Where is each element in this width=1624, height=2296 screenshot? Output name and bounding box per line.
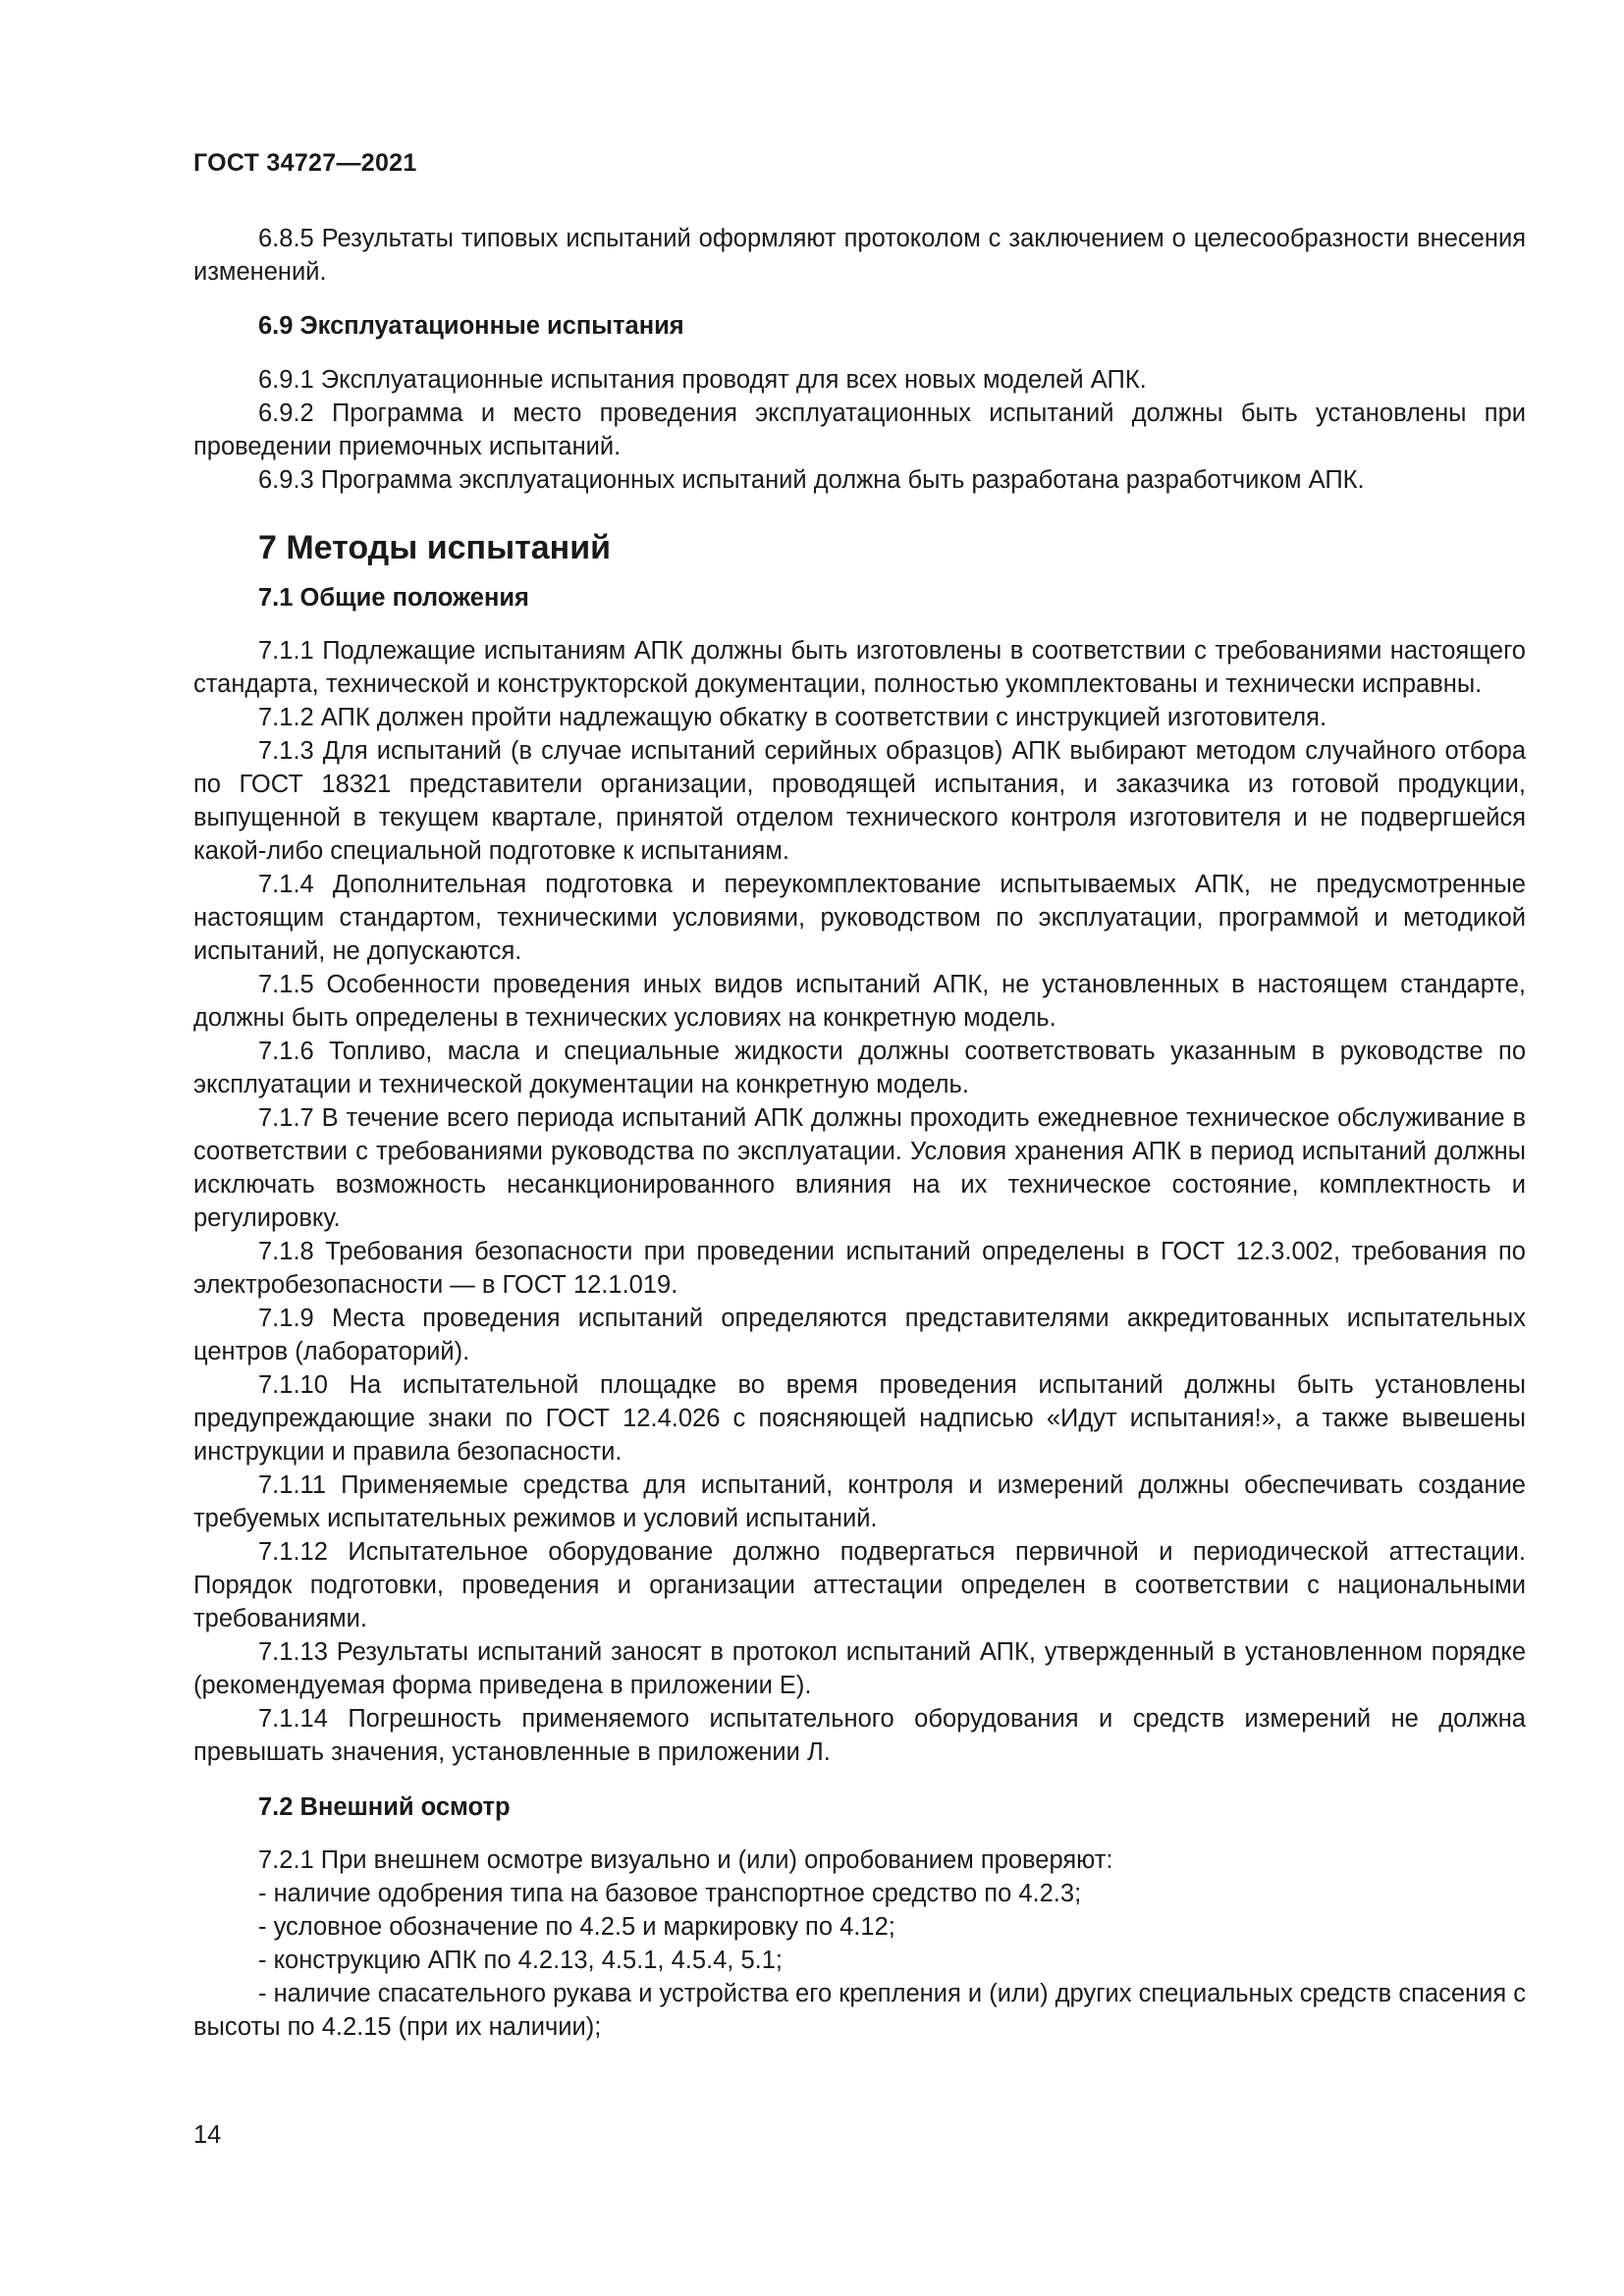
paragraph-7-1-9: 7.1.9 Места проведения испытаний определяются представителями аккредитованных испытательных центров (лабораторий).	[193, 1305, 1526, 1365]
paragraph-7-1-3: 7.1.3 Для испытаний (в случае испытаний серийных образцов) АПК выбирают методом случайного отбора по ГОСТ 18321 представители организации, проводящей испытания, и заказчика из готовой продукции, выпущенной в текущем квартале, принятой отделом технического контроля изготовителя и не подвергшейся какой-либо специальной подготовке к испытаниям.	[193, 737, 1526, 865]
paragraph-7-1-14: 7.1.14 Погрешность применяемого испытательного оборудования и средств измерений не должна превышать значения, установленные в приложении Л.	[193, 1705, 1526, 1766]
heading-6-9: 6.9 Эксплуатационные испытания	[258, 312, 684, 340]
heading-7-2: 7.2 Внешний осмотр	[258, 1793, 511, 1821]
paragraph-6-9-1: 6.9.1 Эксплуатационные испытания проводят для всех новых моделей АПК.	[258, 366, 1147, 394]
list-item: - конструкцию АПК по 4.2.13, 4.5.1, 4.5.4, 5.1;	[258, 1947, 784, 1974]
list-item: - наличие спасательного рукава и устройства его крепления и (или) других специальных средств спасения с высоты по 4.2.15 (при их наличии);	[193, 1980, 1526, 2041]
list-item: - наличие одобрения типа на базовое транспортное средство по 4.2.3;	[258, 1880, 1082, 1907]
paragraph-7-1-6: 7.1.6 Топливо, масла и специальные жидкости должны соответствовать указанным в руководстве по эксплуатации и технической документации на конкретную модель.	[193, 1038, 1526, 1098]
paragraph-6-9-2: 6.9.2 Программа и место проведения эксплуатационных испытаний должны быть установлены при проведении приемочных испытаний.	[193, 400, 1526, 460]
paragraph-6-8-5: 6.8.5 Результаты типовых испытаний оформляют протоколом с заключением о целесообразности внесения изменений.	[193, 225, 1526, 286]
heading-7-1: 7.1 Общие положения	[258, 584, 529, 612]
paragraph-7-1-1: 7.1.1 Подлежащие испытаниям АПК должны быть изготовлены в соответствии с требованиями настоящего стандарта, технической и конструкторской документации, полностью укомплектованы и технически исправны.	[193, 637, 1526, 698]
doc-body	[193, 222, 1526, 2044]
paragraph-7-1-8: 7.1.8 Требования безопасности при проведении испытаний определены в ГОСТ 12.3.002, требования по электробезопасности — в ГОСТ 12.1.019.	[193, 1238, 1526, 1299]
paragraph-7-1-12: 7.1.12 Испытательное оборудование должно подвергаться первичной и периодической аттестации. Порядок подготовки, проведения и организации аттестации определен в соответствии с национальными требованиями.	[193, 1538, 1526, 1632]
paragraph-7-2-1: 7.2.1 При внешнем осмотре визуально и (или) опробованием проверяют:	[258, 1846, 1113, 1874]
paragraph-7-1-11: 7.1.11 Применяемые средства для испытаний, контроля и измерений должны обеспечивать создание требуемых испытательных режимов и условий испытаний.	[193, 1471, 1526, 1532]
paragraph-7-1-10: 7.1.10 На испытательной площадке во время проведения испытаний должны быть установлены предупреждающие знаки по ГОСТ 12.4.026 с поясняющей надписью «Идут испытания!», а также вывешены инструкции и правила безопасности.	[193, 1371, 1526, 1466]
paragraph-7-1-4: 7.1.4 Дополнительная подготовка и переукомплектование испытываемых АПК, не предусмотренные настоящим стандартом, техническими условиями, руководством по эксплуатации, программой и методикой испытаний, не допускаются.	[193, 871, 1526, 965]
heading-7: 7 Методы испытаний	[258, 529, 612, 566]
paragraph-7-1-2: 7.1.2 АПК должен пройти надлежащую обкатку в соответствии с инструкцией изготовителя.	[258, 704, 1327, 731]
paragraph-7-1-5: 7.1.5 Особенности проведения иных видов испытаний АПК, не установленных в настоящем стандарте, должны быть определены в технических условиях на конкретную модель.	[193, 971, 1526, 1032]
list-item: - условное обозначение по 4.2.5 и маркировку по 4.12;	[258, 1913, 895, 1941]
doc-header: ГОСТ 34727—2021	[193, 149, 417, 177]
document-page	[193, 0, 1526, 2296]
page-number: 14	[193, 2121, 222, 2149]
paragraph-7-1-13: 7.1.13 Результаты испытаний заносят в протокол испытаний АПК, утвержденный в установленном порядке (рекомендуемая форма приведена в приложении Е).	[193, 1638, 1526, 1699]
paragraph-6-9-3: 6.9.3 Программа эксплуатационных испытаний должна быть разработана разработчиком АПК.	[258, 466, 1365, 494]
paragraph-7-1-7: 7.1.7 В течение всего периода испытаний АПК должны проходить ежедневное техническое обслуживание в соответствии с требованиями руководства по эксплуатации. Условия хранения АПК в период испытаний должны исключать возможность несанкционированного влияния на их техническое состояние, комплектность и регулировку.	[193, 1104, 1526, 1232]
